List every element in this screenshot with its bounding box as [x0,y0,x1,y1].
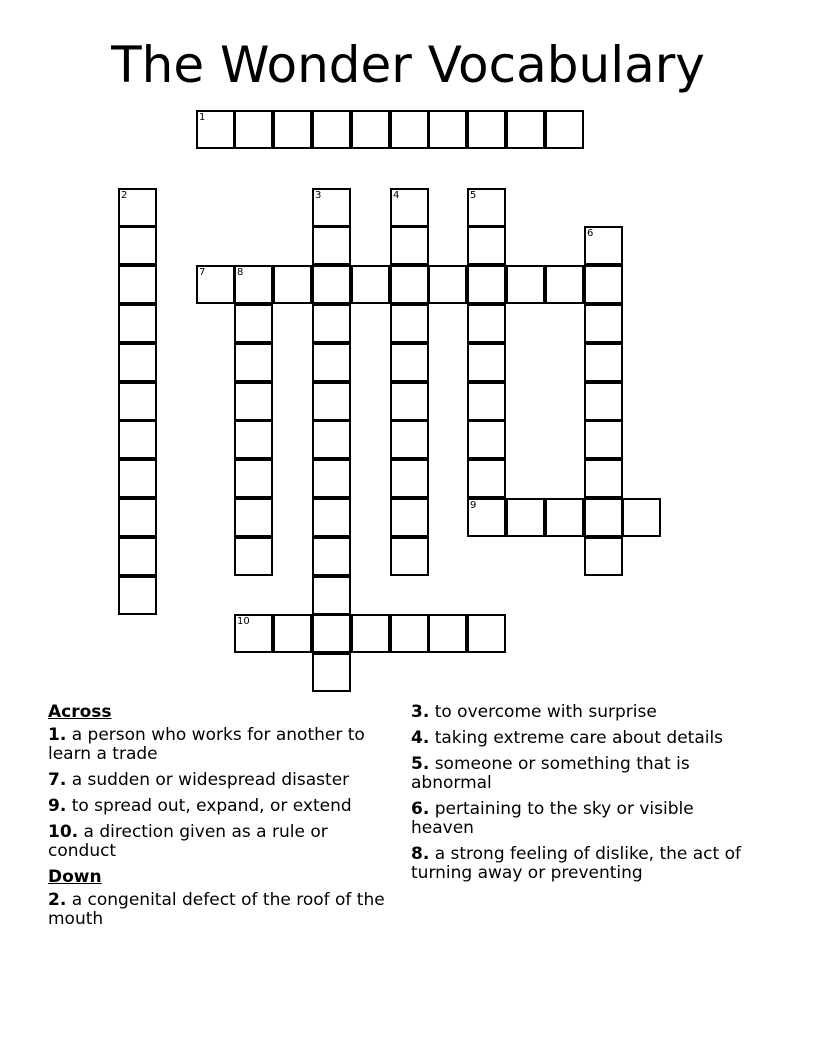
grid-cell[interactable] [351,110,390,149]
grid-cell[interactable] [467,110,506,149]
grid-cell[interactable] [196,265,235,304]
grid-cell[interactable] [118,265,157,304]
grid-cell[interactable] [234,110,273,149]
grid-cell[interactable] [390,459,429,498]
clue-across-1: 1. a person who works for another to learn a trade [48,725,365,764]
grid-cell[interactable] [118,498,157,537]
grid-cell[interactable] [584,265,623,304]
clue-across-9: 9. to spread out, expand, or extend [48,796,352,816]
down-heading: Down [48,867,102,887]
grid-cell[interactable] [584,382,623,421]
grid-cell[interactable] [118,343,157,382]
grid-cell[interactable] [312,265,351,304]
grid-cell[interactable] [312,420,351,459]
grid-cell[interactable] [467,420,506,459]
grid-cell[interactable] [312,576,351,615]
grid-cell[interactable] [312,110,351,149]
grid-cell[interactable] [467,498,506,537]
grid-cell[interactable] [467,343,506,382]
grid-cell[interactable] [584,304,623,343]
clue-down-4: 4. taking extreme care about details [411,728,724,748]
grid-cell[interactable] [467,304,506,343]
grid-cell[interactable] [312,537,351,576]
grid-cell[interactable] [234,614,273,653]
grid-cell[interactable] [390,537,429,576]
grid-cell[interactable] [467,459,506,498]
grid-cell[interactable] [390,265,429,304]
grid-cell[interactable] [428,614,467,653]
grid-cell[interactable] [390,304,429,343]
grid-cell[interactable] [234,382,273,421]
cell-number: 5 [470,190,477,201]
grid-cell[interactable] [584,459,623,498]
clue-down-5: 5. someone or something that is abnormal [411,754,690,793]
grid-cell[interactable] [312,343,351,382]
grid-cell[interactable] [118,382,157,421]
grid-cell[interactable] [118,420,157,459]
grid-cell[interactable] [390,382,429,421]
grid-cell[interactable] [273,265,312,304]
clues-column-left [48,703,393,936]
grid-cell[interactable] [312,459,351,498]
across-heading: Across [48,702,112,722]
grid-cell[interactable] [428,110,467,149]
grid-cell[interactable] [428,265,467,304]
grid-cell[interactable] [506,498,545,537]
grid-cell[interactable] [390,420,429,459]
grid-cell[interactable] [312,498,351,537]
grid-cell[interactable] [312,304,351,343]
clue-across-10: 10. a direction given as a rule or conduct [48,822,328,861]
grid-cell[interactable] [545,110,584,149]
grid-cell[interactable] [467,226,506,265]
grid-cell[interactable] [584,343,623,382]
grid-cell[interactable] [312,653,351,692]
clue-down-2: 2. a congenital defect of the roof of the mouth [48,890,385,929]
grid-cell[interactable] [622,498,661,537]
grid-cell[interactable] [584,420,623,459]
grid-cell[interactable] [118,304,157,343]
grid-cell[interactable] [506,110,545,149]
grid-cell[interactable] [312,382,351,421]
grid-cell[interactable] [390,110,429,149]
grid-cell[interactable] [118,188,157,227]
cell-number: 1 [199,112,206,123]
grid-cell[interactable] [196,110,235,149]
grid-cell[interactable] [584,498,623,537]
grid-cell[interactable] [234,420,273,459]
grid-cell[interactable] [234,459,273,498]
cell-number: 9 [470,500,477,511]
grid-cell[interactable] [390,498,429,537]
cell-number: 7 [199,267,206,278]
clue-down-3: 3. to overcome with surprise [411,702,657,722]
grid-cell[interactable] [467,614,506,653]
cell-number: 8 [237,267,244,278]
grid-cell[interactable] [234,498,273,537]
grid-cell[interactable] [545,265,584,304]
grid-cell[interactable] [118,537,157,576]
grid-cell[interactable] [273,614,312,653]
grid-cell[interactable] [234,343,273,382]
grid-cell[interactable] [234,265,273,304]
cell-number: 4 [393,190,400,201]
grid-cell[interactable] [506,265,545,304]
grid-cell[interactable] [390,343,429,382]
grid-cell[interactable] [467,265,506,304]
grid-cell[interactable] [467,382,506,421]
grid-cell[interactable] [312,226,351,265]
grid-cell[interactable] [390,614,429,653]
cell-number: 6 [587,228,594,239]
clue-down-6: 6. pertaining to the sky or visible heaven [411,799,694,838]
grid-cell[interactable] [312,614,351,653]
grid-cell[interactable] [234,537,273,576]
grid-cell[interactable] [351,265,390,304]
grid-cell[interactable] [118,226,157,265]
clue-down-8: 8. a strong feeling of dislike, the act of turning away or preventing [411,844,741,883]
grid-cell[interactable] [234,304,273,343]
cell-number: 2 [121,190,128,201]
grid-cell[interactable] [390,226,429,265]
clues-column-right [411,703,756,890]
grid-cell[interactable] [351,614,390,653]
grid-cell[interactable] [118,576,157,615]
cell-number: 3 [315,190,322,201]
puzzle-title: The Wonder Vocabulary [111,36,705,94]
clue-across-7: 7. a sudden or widespread disaster [48,770,350,790]
grid-cell[interactable] [390,188,429,227]
grid-cell[interactable] [584,537,623,576]
grid-cell[interactable] [545,498,584,537]
grid-cell[interactable] [584,226,623,265]
grid-cell[interactable] [467,188,506,227]
grid-cell[interactable] [273,110,312,149]
grid-cell[interactable] [118,459,157,498]
grid-cell[interactable] [312,188,351,227]
cell-number: 10 [237,616,250,627]
